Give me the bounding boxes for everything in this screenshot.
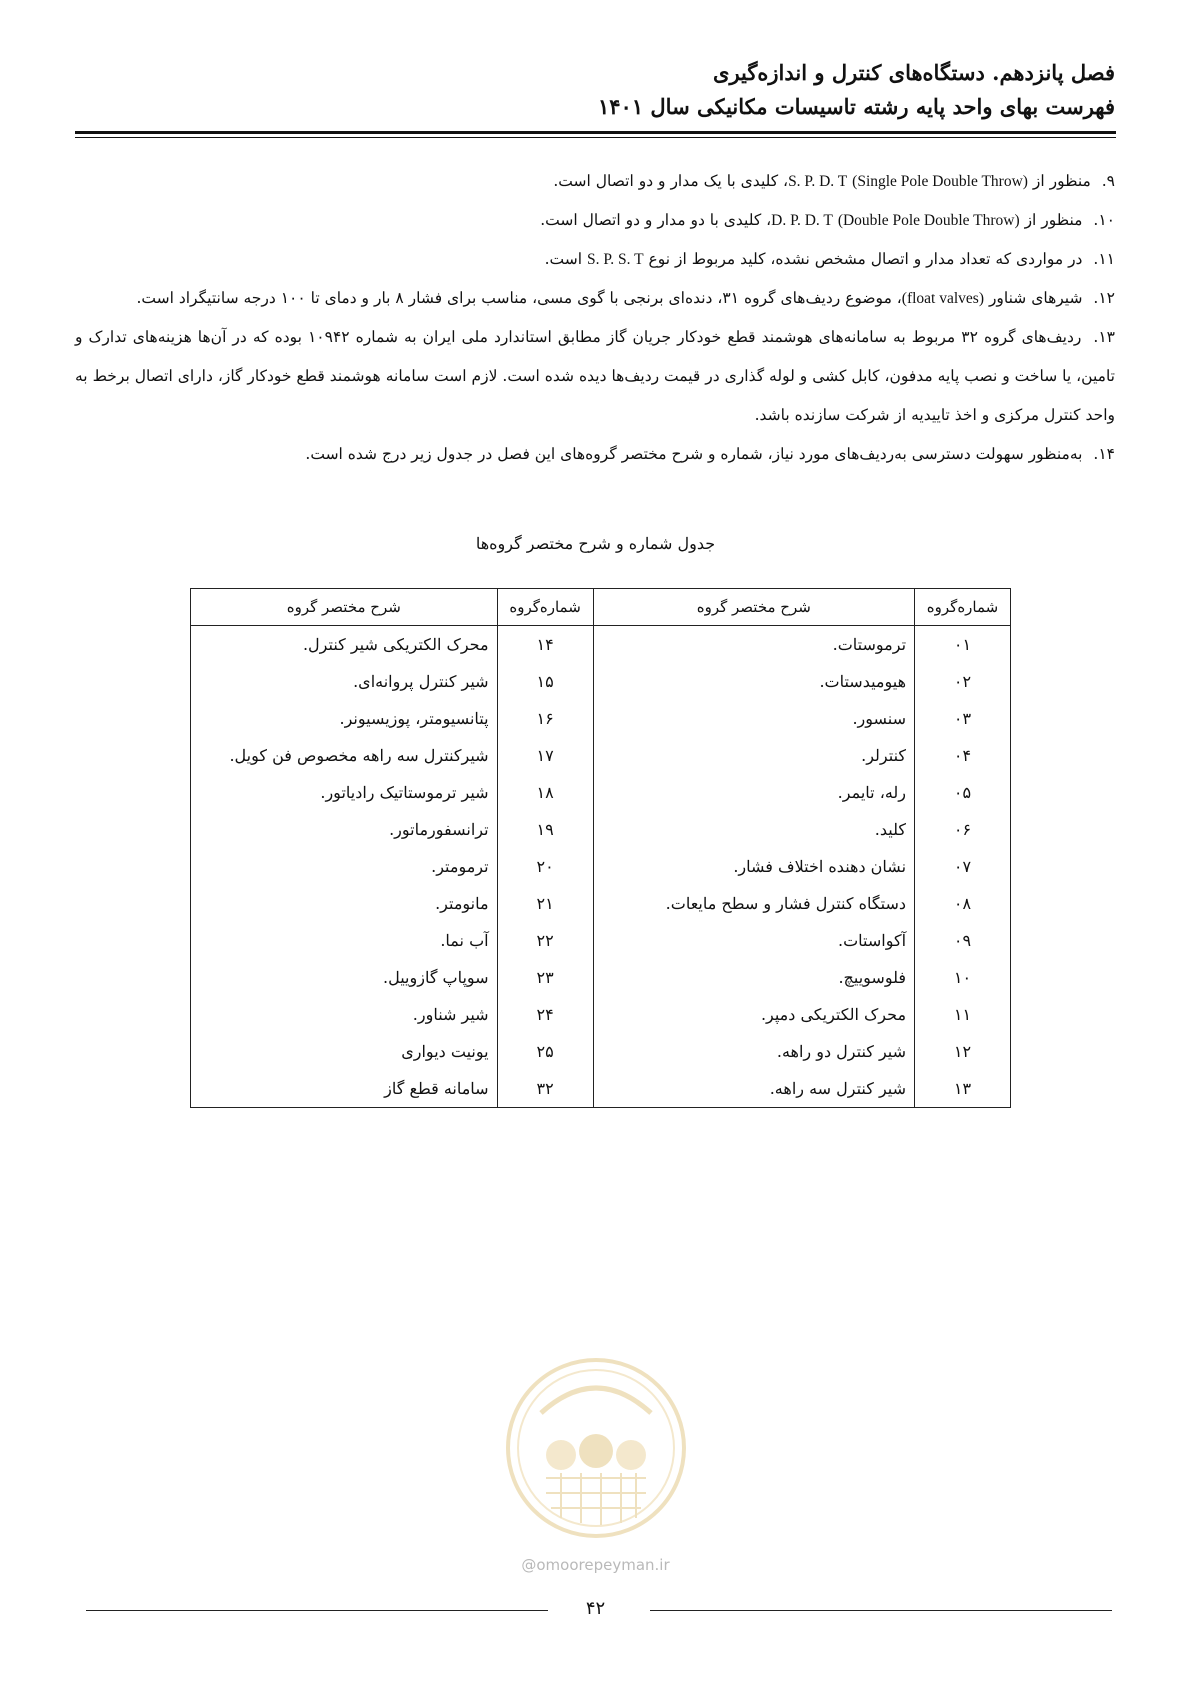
- group-number-cell: ۲۴: [497, 996, 593, 1033]
- note-10: [75, 201, 1115, 240]
- group-number-cell: ۱۳: [915, 1070, 1011, 1108]
- page-header: [75, 56, 1115, 124]
- group-number-cell: ۰۱: [915, 626, 1011, 664]
- note-9: [75, 162, 1115, 201]
- group-description-cell: کنترلر.: [593, 737, 914, 774]
- header-group-number: شماره‌گروه: [497, 589, 593, 626]
- groups-table: [190, 588, 1011, 1108]
- note-english: (Double Pole Double Throw): [837, 212, 1020, 229]
- group-number-cell: ۳۲: [497, 1070, 593, 1108]
- group-description-cell: محرک الکتریکی دمپر.: [593, 996, 914, 1033]
- group-description-cell: آب نما.: [191, 922, 498, 959]
- note-english: (Single Pole Double Throw): [852, 173, 1028, 190]
- group-number-cell: ۱۰: [915, 959, 1011, 996]
- note-number: ۱۴.: [1093, 445, 1115, 463]
- header-group-number: شماره‌گروه: [915, 589, 1011, 626]
- table-row: [191, 959, 1011, 996]
- group-description-cell: سامانه قطع گاز: [191, 1070, 498, 1108]
- group-description-cell: فلوسوییچ.: [593, 959, 914, 996]
- group-description-cell: ترانسفورماتور.: [191, 811, 498, 848]
- group-description-cell: شیر شناور.: [191, 996, 498, 1033]
- header-rule-thin: [75, 137, 1116, 138]
- group-number-cell: ۰۹: [915, 922, 1011, 959]
- group-description-cell: هیومیدستات.: [593, 663, 914, 700]
- header-description: شرح مختصر گروه: [593, 589, 914, 626]
- watermark-logo: [501, 1353, 691, 1543]
- group-number-cell: ۲۲: [497, 922, 593, 959]
- table-row: [191, 996, 1011, 1033]
- header-rule-thick: [75, 131, 1116, 134]
- note-12: [75, 279, 1115, 318]
- group-description-cell: شیر کنترل سه راهه.: [593, 1070, 914, 1108]
- group-number-cell: ۰۳: [915, 700, 1011, 737]
- group-number-cell: ۱۴: [497, 626, 593, 664]
- group-description-cell: شیرکنترل سه راهه مخصوص فن کویل.: [191, 737, 498, 774]
- group-description-cell: محرک الکتریکی شیر کنترل.: [191, 626, 498, 664]
- group-description-cell: شیر کنترل پروانه‌ای.: [191, 663, 498, 700]
- header-description: شرح مختصر گروه: [191, 589, 498, 626]
- group-number-cell: ۲۳: [497, 959, 593, 996]
- note-text: منظور از: [1024, 211, 1083, 229]
- note-text: است.: [544, 250, 583, 268]
- note-code: D. P. D. T: [771, 212, 833, 229]
- note-number: ۱۲.: [1093, 289, 1115, 307]
- group-number-cell: ۰۷: [915, 848, 1011, 885]
- note-text: ، موضوع ردیف‌های گروه ۳۱، دنده‌ای برنجی با گوی مسی، مناسب برای فشار ۸ بار و دمای تا ۱۰۰ درجه سانتیگراد است.: [136, 289, 902, 307]
- group-number-cell: ۱۲: [915, 1033, 1011, 1070]
- table-row: [191, 700, 1011, 737]
- group-number-cell: ۲۱: [497, 885, 593, 922]
- group-description-cell: سوپاپ گازوییل.: [191, 959, 498, 996]
- note-11: [75, 240, 1115, 279]
- note-text: در مواردی که تعداد مدار و اتصال مشخص نشده، کلید مربوط از نوع: [648, 250, 1083, 268]
- table-row: [191, 1070, 1011, 1108]
- note-text: ، کلیدی با یک مدار و دو اتصال است.: [553, 172, 789, 190]
- group-description-cell: شیر کنترل دو راهه.: [593, 1033, 914, 1070]
- group-number-cell: ۰۶: [915, 811, 1011, 848]
- note-13: [75, 318, 1115, 435]
- note-text: شیرهای شناور: [988, 289, 1083, 307]
- watermark-site: @omoorepeyman.ir: [521, 1556, 670, 1574]
- group-number-cell: ۰۴: [915, 737, 1011, 774]
- note-code: S. P. S. T: [586, 251, 644, 268]
- table-row: [191, 885, 1011, 922]
- group-number-cell: ۱۵: [497, 663, 593, 700]
- table-header-row: [191, 589, 1011, 626]
- group-description-cell: دستگاه کنترل فشار و سطح مایعات.: [593, 885, 914, 922]
- note-text: ردیف‌های گروه ۳۲ مربوط به سامانه‌های هوشمند قطع خودکار جریان گاز مطابق استاندارد ملی ایران به شماره ۱۰۹۴۲ بوده که در آن‌ها هزینه‌های تدارک و تامین، یا ساخت و نصب پایه مدفون، کابل کشی و لوله گذاری در قیمت ردیف‌ها دیده شده است. لازم است سامانه هوشمند قطع خودکار گاز، دارای اتصال برخط به واحد کنترل مرکزی و اخذ تاییدیه از شرکت سازنده باشد.: [75, 328, 1115, 424]
- table-row: [191, 774, 1011, 811]
- note-number: ۹.: [1101, 172, 1115, 190]
- group-description-cell: ترمومتر.: [191, 848, 498, 885]
- group-description-cell: ترموستات.: [593, 626, 914, 664]
- group-description-cell: پتانسیومتر، پوزیسیونر.: [191, 700, 498, 737]
- table-row: [191, 848, 1011, 885]
- group-description-cell: یونیت دیواری: [191, 1033, 498, 1070]
- note-english: (float valves): [901, 290, 984, 307]
- group-description-cell: رله، تایمر.: [593, 774, 914, 811]
- group-description-cell: آکواستات.: [593, 922, 914, 959]
- group-number-cell: ۱۹: [497, 811, 593, 848]
- table-body: [191, 626, 1011, 1108]
- table-row: [191, 737, 1011, 774]
- group-description-cell: سنسور.: [593, 700, 914, 737]
- note-code: S. P. D. T: [788, 173, 848, 190]
- notes-list: [75, 162, 1115, 474]
- table-row: [191, 663, 1011, 700]
- table-row: [191, 811, 1011, 848]
- note-number: ۱۳.: [1093, 328, 1115, 346]
- group-number-cell: ۱۷: [497, 737, 593, 774]
- note-number: ۱۱.: [1093, 250, 1115, 268]
- group-number-cell: ۲۰: [497, 848, 593, 885]
- table-row: [191, 922, 1011, 959]
- table-title: جدول شماره و شرح مختصر گروه‌ها: [475, 534, 716, 553]
- note-text: به‌منظور سهولت دسترسی به‌ردیف‌های مورد نیاز، شماره و شرح مختصر گروه‌های این فصل در جدول زیر درج شده است.: [305, 445, 1083, 463]
- group-description-cell: نشان دهنده اختلاف فشار.: [593, 848, 914, 885]
- group-description-cell: کلید.: [593, 811, 914, 848]
- group-number-cell: ۰۵: [915, 774, 1011, 811]
- document-title: فهرست بهای واحد پایه رشته تاسیسات مکانیکی سال ۱۴۰۱: [597, 94, 1115, 119]
- page-number: ۴۲: [585, 1598, 606, 1619]
- note-14: [75, 435, 1115, 474]
- group-number-cell: ۱۱: [915, 996, 1011, 1033]
- group-number-cell: ۱۶: [497, 700, 593, 737]
- group-number-cell: ۰۸: [915, 885, 1011, 922]
- note-text: منظور از: [1032, 172, 1091, 190]
- note-number: ۱۰.: [1093, 211, 1115, 229]
- note-text: ، کلیدی با دو مدار و دو اتصال است.: [540, 211, 772, 229]
- chapter-title: فصل پانزدهم. دستگاه‌های کنترل و اندازه‌گیری: [713, 60, 1115, 85]
- table-row: [191, 626, 1011, 664]
- table-row: [191, 1033, 1011, 1070]
- group-description-cell: مانومتر.: [191, 885, 498, 922]
- group-number-cell: ۱۸: [497, 774, 593, 811]
- group-number-cell: ۰۲: [915, 663, 1011, 700]
- group-description-cell: شیر ترموستاتیک رادیاتور.: [191, 774, 498, 811]
- group-number-cell: ۲۵: [497, 1033, 593, 1070]
